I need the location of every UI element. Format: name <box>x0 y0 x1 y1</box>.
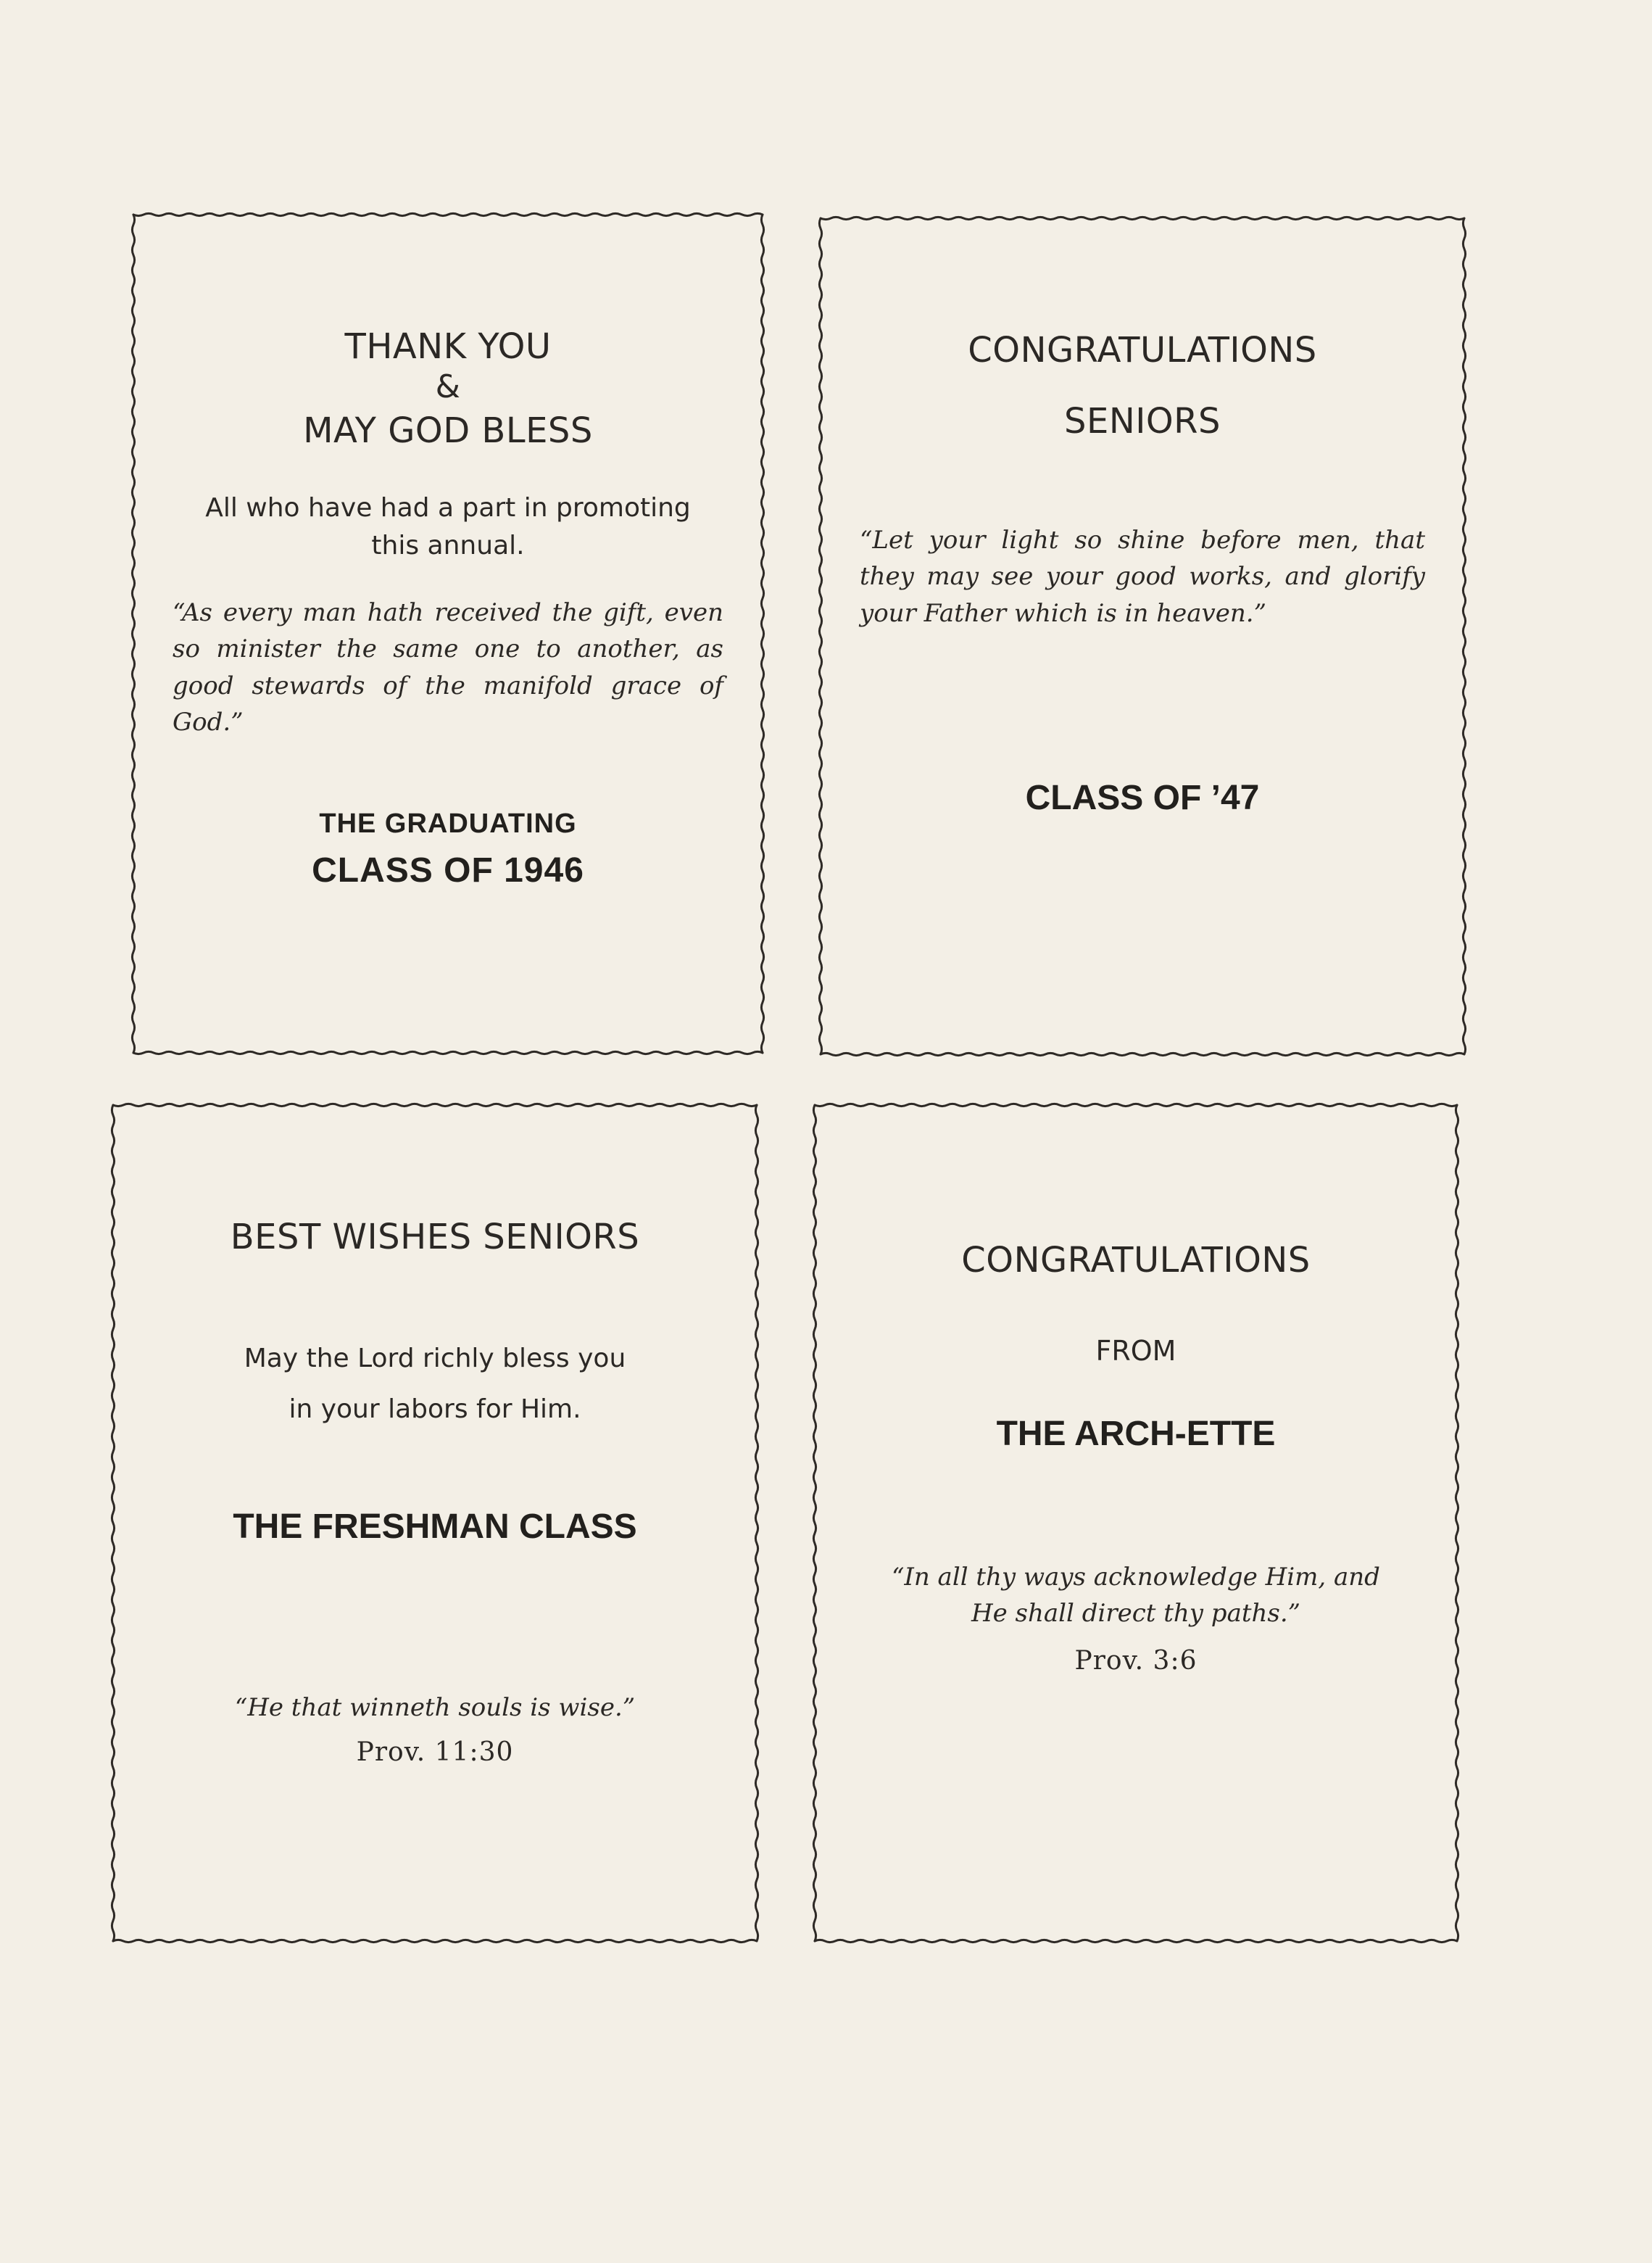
congrats-seniors-card <box>816 214 1469 1059</box>
signature: THE ARCH-ETTE <box>996 1415 1276 1453</box>
body-line2: in your labors for Him. <box>289 1394 581 1424</box>
border-segment <box>755 1105 757 1941</box>
thank-you-card <box>129 210 767 1057</box>
heading-ampersand: & <box>435 368 461 405</box>
signature-line1: THE GRADUATING <box>319 808 577 839</box>
border-segment <box>813 1105 815 1941</box>
scripture-quote: “As every man hath received the gift, even so minister the same one to another, as good stewards of the manifold grace of God.” <box>173 598 723 737</box>
heading-congratulations: CONGRATULATIONS <box>961 1240 1311 1281</box>
scripture-quote: “He that winneth souls is wise.” <box>234 1693 636 1722</box>
border-segment <box>819 218 821 1054</box>
border-segment <box>761 215 763 1053</box>
heading-may-god-bless: MAY GOD BLESS <box>303 410 593 451</box>
signature: CLASS OF ’47 <box>1025 779 1260 817</box>
scripture-reference: Prov. 3:6 <box>1074 1646 1198 1676</box>
border-segment <box>1456 1105 1458 1941</box>
signature-line2: CLASS OF 1946 <box>312 851 584 890</box>
border-segment <box>1463 218 1465 1054</box>
border-segment <box>112 1105 114 1941</box>
scripture-reference: Prov. 11:30 <box>356 1737 514 1767</box>
arch-ette-card <box>810 1101 1461 1945</box>
best-wishes-card <box>109 1101 761 1945</box>
heading-thank-you: THANK YOU <box>344 326 552 367</box>
heading-best-wishes: BEST WISHES SENIORS <box>230 1217 640 1257</box>
body-text: All who have had a part in promoting this annual. <box>205 493 691 561</box>
scripture-quote: “In all thy ways acknowledge Him, and He shall direct thy paths.” <box>892 1563 1380 1629</box>
border-segment <box>132 215 134 1053</box>
heading-congratulations: CONGRATULATIONS <box>968 330 1317 371</box>
subheading-from: FROM <box>1095 1335 1176 1367</box>
heading-seniors: SENIORS <box>1064 401 1221 442</box>
signature: THE FRESHMAN CLASS <box>233 1507 637 1546</box>
scripture-quote: “Let your light so shine before men, that they may see your good works, and glorify your Father which is in heaven.” <box>860 526 1425 628</box>
body-line1: May the Lord richly bless you <box>244 1344 626 1373</box>
